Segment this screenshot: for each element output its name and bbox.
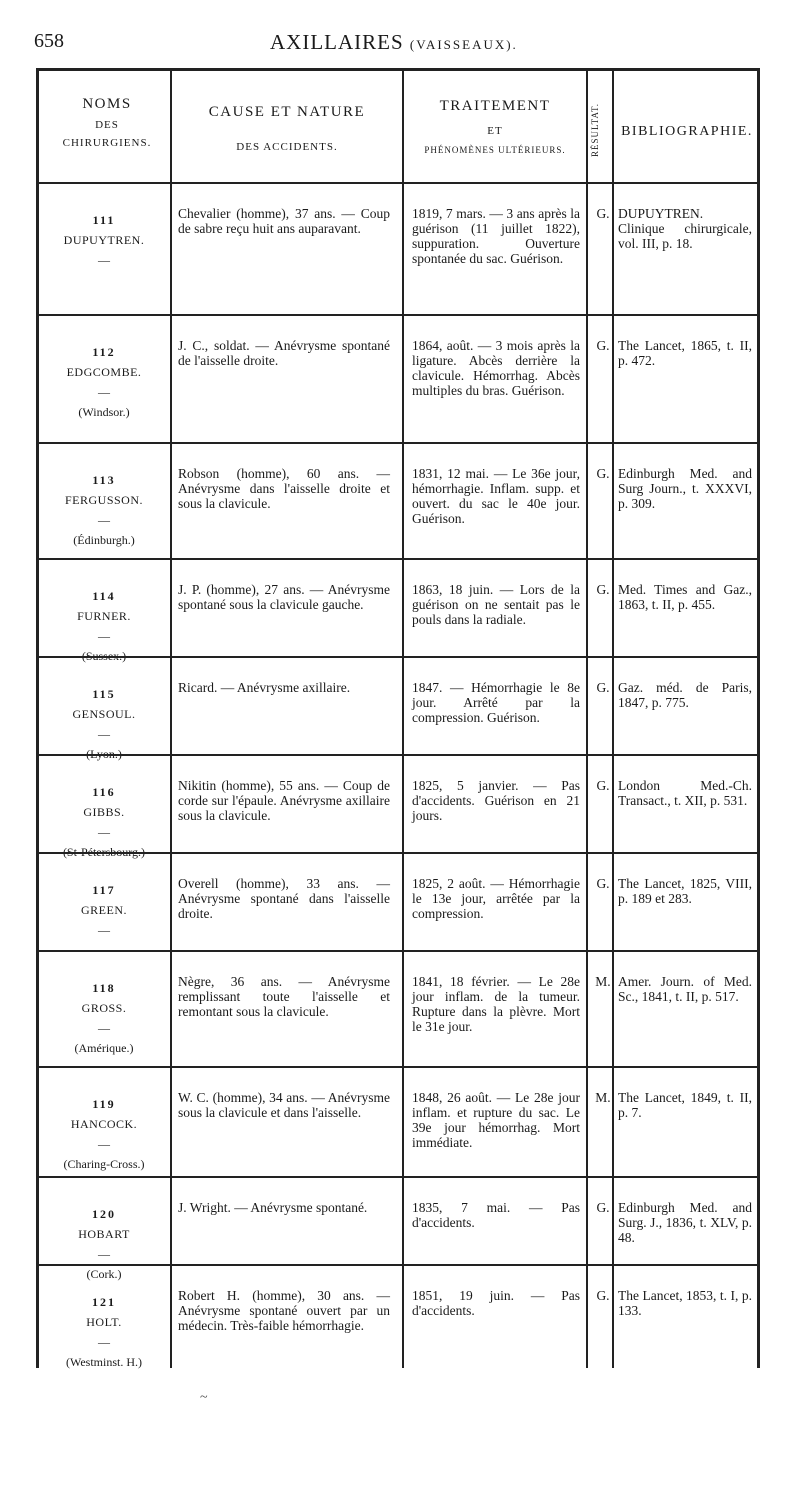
surgeon-cell: [44, 470, 164, 550]
surgeon-cell: [44, 1292, 164, 1372]
traitement-text: 1835, 7 mai. — Pas d'accidents.: [412, 1200, 580, 1230]
traitement-text: 1831, 12 mai. — Le 36e jour, hémorrhagie. Inflam. supp. et ouvert. du sac le 40e jour. Guérison.: [412, 466, 580, 526]
page-title-sub: (VAISSEAUX).: [409, 37, 518, 52]
cause-text: J. C., soldat. — Anévrysme spontané de l'aisselle droite.: [178, 338, 390, 368]
surgeon-name: FERGUSSON.: [64, 493, 144, 507]
row-divider: [36, 1176, 760, 1178]
surgeon-name: HOLT.: [86, 1315, 122, 1329]
surgeon-place: (Cork.): [86, 1267, 122, 1281]
surgeon-place: (Amérique.): [74, 1041, 134, 1055]
row-divider: [36, 182, 760, 184]
header-traitement: TRAITEMENT ET PHÉNOMÈNES ULTÉRIEURS.: [424, 98, 566, 155]
cause-text: Overell (homme), 33 ans. — Anévrysme spontané dans l'aisselle droite.: [178, 876, 390, 921]
column-divider: [612, 68, 614, 1368]
dash-separator: —: [98, 727, 110, 741]
traitement-text: 1825, 5 janvier. — Pas d'accidents. Guérison en 21 jours.: [412, 778, 580, 823]
traitement-text: 1841, 18 février. — Le 28e jour inflam. de la tumeur. Rupture dans la plèvre. Mort le 31e jour.: [412, 974, 580, 1034]
row-divider: [36, 1264, 760, 1266]
row-divider: [36, 754, 760, 756]
resultat-text: G.: [596, 1200, 610, 1215]
surgeon-name: EDGCOMBE.: [66, 365, 142, 379]
traitement-text: 1847. — Hémorrhagie le 8e jour. Arrêté par la compression. Guérison.: [412, 680, 580, 725]
resultat-text: G.: [596, 206, 610, 221]
column-divider: [586, 68, 588, 1368]
row-divider: [36, 558, 760, 560]
surgeon-name: GROSS.: [81, 1001, 127, 1015]
column-divider: [402, 68, 404, 1368]
bibliography-text: Edinburgh Med. and Surg Journ., t. XXXVI, p. 309.: [618, 466, 752, 511]
dash-separator: —: [98, 253, 110, 267]
row-divider: [36, 852, 760, 854]
dash-separator: —: [98, 825, 110, 839]
row-divider: [36, 656, 760, 658]
traitement-text: 1819, 7 mars. — 3 ans après la guérison (11 juillet 1822), suppuration. Ouverture spontanée du sac. Guérison.: [412, 206, 580, 266]
cause-text: J. P. (homme), 27 ans. — Anévrysme spontané sous la clavicule gauche.: [178, 582, 390, 612]
cause-text: Robson (homme), 60 ans. — Anévrysme dans l'aisselle droite et sous la clavicule.: [178, 466, 390, 511]
surgeon-name: DUPUYTREN.: [63, 233, 145, 247]
surgeon-cell: [44, 978, 164, 1058]
bibliography-text: The Lancet, 1849, t. II, p. 7.: [618, 1090, 752, 1120]
bibliography-text: Amer. Journ. of Med. Sc., 1841, t. II, p. 517.: [618, 974, 752, 1004]
entry-number: 117: [92, 883, 116, 897]
bibliography-text: Edinburgh Med. and Surg. J., 1836, t. XLV, p. 48.: [618, 1200, 752, 1245]
surgeon-name: HOBART: [78, 1227, 130, 1241]
dash-separator: —: [98, 1247, 110, 1261]
column-divider: [170, 68, 172, 1368]
row-divider: [36, 442, 760, 444]
bibliography-text: Med. Times and Gaz., 1863, t. II, p. 455.: [618, 582, 752, 612]
page-title: [270, 30, 518, 55]
page-title-main: AXILLAIRES: [270, 30, 404, 54]
surgeon-name: GIBBS.: [83, 805, 125, 819]
bibliography-text: The Lancet, 1865, t. II, p. 472.: [618, 338, 752, 368]
header-bibliographie: BIBLIOGRAPHIE.: [621, 124, 753, 139]
entry-number: 114: [92, 589, 116, 603]
bibliography-text: Gaz. méd. de Paris, 1847, p. 775.: [618, 680, 752, 710]
cause-text: J. Wright. — Anévrysme spontané.: [178, 1200, 368, 1215]
dash-separator: —: [98, 385, 110, 399]
surgeon-name: GREEN.: [81, 903, 127, 917]
entry-number: 119: [92, 1097, 116, 1111]
surgeon-place: (Édinburgh.): [73, 533, 135, 547]
surgeon-cell: [44, 586, 164, 666]
print-smudge: ~: [200, 1390, 211, 1405]
dash-separator: —: [98, 923, 110, 937]
entry-number: 115: [92, 687, 116, 701]
dash-separator: —: [98, 513, 110, 527]
cause-text: Robert H. (homme), 30 ans. — Anévrysme spontané ouvert par un médecin. Très-faible hémorrhagie.: [178, 1288, 390, 1333]
resultat-text: G.: [596, 778, 610, 793]
resultat-text: G.: [596, 680, 610, 695]
bibliography-text: The Lancet, 1825, VIII, p. 189 et 283.: [618, 876, 752, 906]
bibliography-text: London Med.-Ch. Transact., t. XII, p. 531.: [618, 778, 752, 808]
cause-text: Nikitin (homme), 55 ans. — Coup de corde sur l'épaule. Anévrysme axillaire sous la clavicule.: [178, 778, 390, 823]
resultat-text: G.: [596, 876, 610, 891]
bibliography-text: The Lancet, 1853, t. I, p. 133.: [618, 1288, 752, 1318]
surgeon-name: HANCOCK.: [70, 1117, 138, 1131]
traitement-text: 1864, août. — 3 mois après la ligature. Abcès derrière la clavicule. Hémorrhag. Abcès multiples du bras. Guérison.: [412, 338, 580, 398]
dash-separator: —: [98, 1335, 110, 1349]
surgeon-name: GENSOUL.: [72, 707, 136, 721]
resultat-text: G.: [596, 1288, 610, 1303]
row-divider: [36, 950, 760, 952]
surgeon-place: (Westminst. H.): [65, 1355, 143, 1369]
cause-text: Ricard. — Anévrysme axillaire.: [178, 680, 351, 695]
entry-number: 112: [92, 345, 116, 359]
resultat-text: G.: [596, 582, 610, 597]
surgeon-cell: [44, 1094, 164, 1174]
surgeon-cell: [44, 684, 164, 764]
entry-number: 113: [92, 473, 116, 487]
surgeon-place: (Charing-Cross.): [63, 1157, 145, 1171]
surgeon-cell: [44, 210, 164, 270]
surgeon-name: FURNER.: [77, 609, 131, 623]
entry-number: 118: [92, 981, 116, 995]
cause-text: W. C. (homme), 34 ans. — Anévrysme sous la clavicule et dans l'aisselle.: [178, 1090, 390, 1120]
entry-number: 121: [92, 1295, 116, 1309]
row-divider: [36, 1066, 760, 1068]
header-resultat: RÉSULTAT.: [590, 102, 600, 158]
surgeon-cell: [44, 782, 164, 862]
surgeon-cell: [44, 342, 164, 422]
traitement-text: 1848, 26 août. — Le 28e jour inflam. et rupture du sac. Le 39e jour hémorrhag. Mort immédiate.: [412, 1090, 580, 1150]
dash-separator: —: [98, 629, 110, 643]
surgeon-cell: [44, 1204, 164, 1284]
surgeon-place: (Windsor.): [78, 405, 130, 419]
dash-separator: —: [98, 1021, 110, 1035]
resultat-text: M.: [595, 974, 611, 989]
row-divider: [36, 314, 760, 316]
resultat-text: M.: [595, 1090, 611, 1105]
resultat-text: G.: [596, 466, 610, 481]
entry-number: 111: [92, 213, 116, 227]
entry-number: 120: [92, 1207, 116, 1221]
header-noms: NOMS DES CHIRURGIENS.: [62, 96, 152, 149]
page-number: 658: [34, 30, 64, 52]
header-cause: CAUSE ET NATURE DES ACCIDENTS.: [208, 104, 366, 153]
surgeon-cell: [44, 880, 164, 940]
resultat-text: G.: [596, 338, 610, 353]
traitement-text: 1863, 18 juin. — Lors de la guérison on ne sentait pas le pouls dans la radiale.: [412, 582, 580, 627]
entry-number: 116: [92, 785, 116, 799]
dash-separator: —: [98, 1137, 110, 1151]
cause-text: Nègre, 36 ans. — Anévrysme remplissant toute l'aisselle et remontant sous la clavicule.: [178, 974, 390, 1019]
traitement-text: 1825, 2 août. — Hémorrhagie le 13e jour, arrêtée par la compression.: [412, 876, 580, 921]
bibliography-text: DUPUYTREN. Clinique chirurgicale, vol. III, p. 18.: [618, 206, 752, 251]
traitement-text: 1851, 19 juin. — Pas d'accidents.: [412, 1288, 580, 1318]
cause-text: Chevalier (homme), 37 ans. — Coup de sabre reçu huit ans auparavant.: [178, 206, 390, 236]
